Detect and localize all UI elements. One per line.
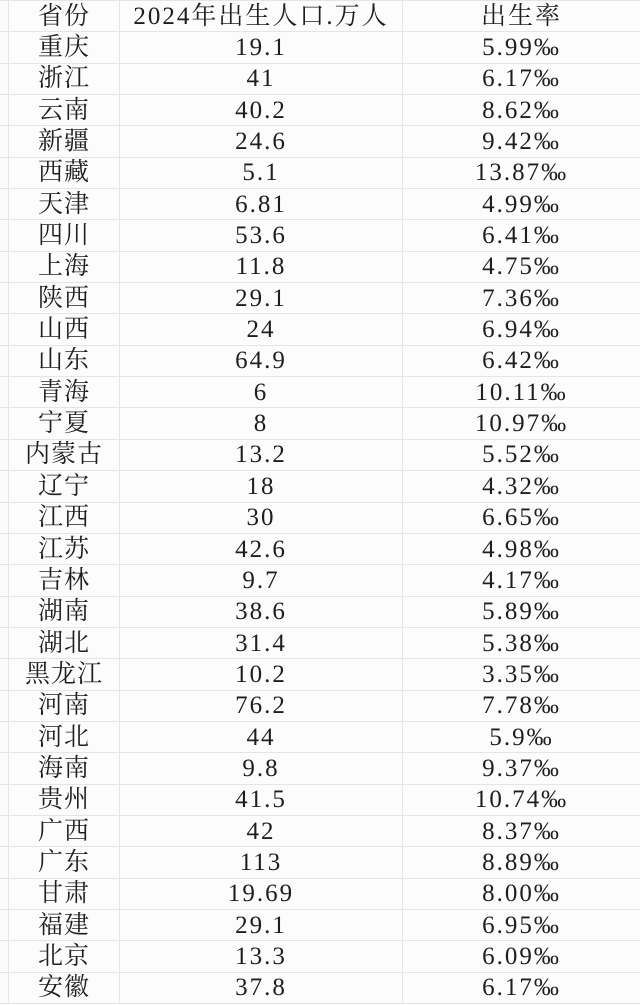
cell-province[interactable]: 福建 <box>9 910 120 941</box>
table-row <box>0 220 640 251</box>
cell-rate[interactable]: 9.37‰ <box>403 753 640 784</box>
row-edge-cell[interactable] <box>0 973 9 1004</box>
cell-rate[interactable]: 5.52‰ <box>403 440 640 471</box>
table-row <box>0 534 640 565</box>
cell-rate[interactable]: 7.36‰ <box>403 283 640 314</box>
table-row <box>0 408 640 439</box>
cell-province[interactable]: 甘肃 <box>9 879 120 910</box>
row-edge-cell[interactable] <box>0 534 9 565</box>
cell-population[interactable]: 24.6 <box>120 126 403 157</box>
table-body <box>0 32 640 1004</box>
cell-population[interactable]: 19.1 <box>120 32 403 63</box>
cell-population[interactable]: 18 <box>120 471 403 502</box>
cell-rate[interactable]: 4.99‰ <box>403 189 640 220</box>
row-edge-cell[interactable] <box>0 565 9 596</box>
cell-rate[interactable]: 3.35‰ <box>403 659 640 690</box>
cell-population[interactable]: 76.2 <box>120 691 403 722</box>
cell-province[interactable]: 上海 <box>9 252 120 283</box>
cell-rate[interactable]: 5.9‰ <box>403 722 640 753</box>
row-edge-cell[interactable] <box>0 785 9 816</box>
cell-province[interactable]: 山东 <box>9 346 120 377</box>
cell-population[interactable]: 31.4 <box>120 628 403 659</box>
header-rate[interactable]: 出生率 <box>403 1 640 32</box>
row-edge-cell[interactable] <box>0 346 9 377</box>
cell-rate[interactable]: 9.42‰ <box>403 126 640 157</box>
cell-province[interactable]: 内蒙古 <box>9 440 120 471</box>
cell-population[interactable]: 30 <box>120 503 403 534</box>
table-row <box>0 189 640 220</box>
table-row <box>0 64 640 95</box>
cell-rate[interactable]: 4.98‰ <box>403 534 640 565</box>
cell-rate[interactable]: 10.11‰ <box>403 377 640 408</box>
row-edge-cell[interactable] <box>0 126 9 157</box>
table-row <box>0 628 640 659</box>
cell-province[interactable]: 海南 <box>9 753 120 784</box>
row-edge-cell[interactable] <box>0 691 9 722</box>
row-edge-cell[interactable] <box>0 95 9 126</box>
cell-population[interactable]: 19.69 <box>120 879 403 910</box>
row-edge-cell[interactable] <box>0 879 9 910</box>
cell-province[interactable]: 黑龙江 <box>9 659 120 690</box>
table-row <box>0 816 640 847</box>
cell-province[interactable]: 西藏 <box>9 158 120 189</box>
table-row <box>0 941 640 972</box>
cell-rate[interactable]: 4.32‰ <box>403 471 640 502</box>
cell-province[interactable]: 河北 <box>9 722 120 753</box>
row-edge-cell[interactable] <box>0 283 9 314</box>
cell-rate[interactable]: 6.17‰ <box>403 64 640 95</box>
row-edge-cell[interactable] <box>0 816 9 847</box>
row-edge-cell <box>0 1 9 32</box>
cell-province[interactable]: 山西 <box>9 314 120 345</box>
cell-population[interactable]: 64.9 <box>120 346 403 377</box>
cell-province[interactable]: 安徽 <box>9 973 120 1004</box>
cell-rate[interactable]: 4.75‰ <box>403 252 640 283</box>
table-row <box>0 973 640 1004</box>
table-row <box>0 879 640 910</box>
cell-province[interactable]: 北京 <box>9 941 120 972</box>
header-row <box>0 1 640 32</box>
table-row <box>0 597 640 628</box>
cell-province[interactable]: 江西 <box>9 503 120 534</box>
row-edge-cell[interactable] <box>0 314 9 345</box>
cell-province[interactable]: 新疆 <box>9 126 120 157</box>
row-edge-cell[interactable] <box>0 32 9 63</box>
cell-rate[interactable]: 7.78‰ <box>403 691 640 722</box>
table-row <box>0 691 640 722</box>
cell-rate[interactable]: 10.74‰ <box>403 785 640 816</box>
cell-population[interactable]: 40.2 <box>120 95 403 126</box>
table-row <box>0 95 640 126</box>
cell-province[interactable]: 吉林 <box>9 565 120 596</box>
cell-population[interactable]: 11.8 <box>120 252 403 283</box>
row-edge-cell[interactable] <box>0 471 9 502</box>
cell-province[interactable]: 陕西 <box>9 283 120 314</box>
table-row <box>0 158 640 189</box>
cell-rate[interactable]: 6.09‰ <box>403 941 640 972</box>
row-edge-cell[interactable] <box>0 64 9 95</box>
cell-province[interactable]: 贵州 <box>9 785 120 816</box>
table-row <box>0 32 640 63</box>
cell-population[interactable]: 42.6 <box>120 534 403 565</box>
cell-population[interactable]: 41.5 <box>120 785 403 816</box>
row-edge-cell[interactable] <box>0 158 9 189</box>
row-edge-cell[interactable] <box>0 941 9 972</box>
table-row <box>0 252 640 283</box>
cell-rate[interactable]: 6.95‰ <box>403 910 640 941</box>
cell-population[interactable]: 24 <box>120 314 403 345</box>
cell-rate[interactable]: 4.17‰ <box>403 565 640 596</box>
table-row <box>0 377 640 408</box>
cell-population[interactable]: 9.7 <box>120 565 403 596</box>
cell-province[interactable]: 浙江 <box>9 64 120 95</box>
row-edge-cell[interactable] <box>0 847 9 878</box>
cell-population[interactable]: 6 <box>120 377 403 408</box>
cell-province[interactable]: 天津 <box>9 189 120 220</box>
cell-province[interactable]: 辽宁 <box>9 471 120 502</box>
cell-province[interactable]: 广西 <box>9 816 120 847</box>
table-row <box>0 910 640 941</box>
cell-province[interactable]: 广东 <box>9 847 120 878</box>
cell-province[interactable]: 湖北 <box>9 628 120 659</box>
cell-rate[interactable]: 6.17‰ <box>403 973 640 1004</box>
cell-province[interactable]: 青海 <box>9 377 120 408</box>
table-row <box>0 440 640 471</box>
row-edge-cell[interactable] <box>0 440 9 471</box>
cell-province[interactable]: 重庆 <box>9 32 120 63</box>
cell-rate[interactable]: 10.97‰ <box>403 408 640 439</box>
table-row <box>0 753 640 784</box>
table-row <box>0 565 640 596</box>
cell-population[interactable]: 8 <box>120 408 403 439</box>
cell-rate[interactable]: 8.37‰ <box>403 816 640 847</box>
table-row <box>0 785 640 816</box>
row-edge-cell[interactable] <box>0 753 9 784</box>
table-row <box>0 471 640 502</box>
cell-rate[interactable]: 6.94‰ <box>403 314 640 345</box>
row-edge-cell[interactable] <box>0 220 9 251</box>
row-edge-cell[interactable] <box>0 408 9 439</box>
cell-population[interactable]: 29.1 <box>120 910 403 941</box>
cell-rate[interactable]: 8.89‰ <box>403 847 640 878</box>
row-edge-cell[interactable] <box>0 252 9 283</box>
cell-population[interactable]: 13.3 <box>120 941 403 972</box>
cell-population[interactable]: 37.8 <box>120 973 403 1004</box>
cell-rate[interactable]: 8.00‰ <box>403 879 640 910</box>
cell-rate[interactable]: 5.38‰ <box>403 628 640 659</box>
header-population[interactable]: 2024年出生人口.万人 <box>120 1 403 32</box>
table-row <box>0 503 640 534</box>
cell-rate[interactable]: 8.62‰ <box>403 95 640 126</box>
cell-province[interactable]: 四川 <box>9 220 120 251</box>
cell-population[interactable]: 44 <box>120 722 403 753</box>
cell-province[interactable]: 河南 <box>9 691 120 722</box>
cell-population[interactable]: 53.6 <box>120 220 403 251</box>
cell-rate[interactable]: 6.41‰ <box>403 220 640 251</box>
table-row <box>0 659 640 690</box>
row-edge-cell[interactable] <box>0 659 9 690</box>
cell-population[interactable]: 42 <box>120 816 403 847</box>
cell-population[interactable]: 9.8 <box>120 753 403 784</box>
cell-population[interactable]: 41 <box>120 64 403 95</box>
cell-population[interactable]: 29.1 <box>120 283 403 314</box>
row-edge-cell[interactable] <box>0 910 9 941</box>
cell-province[interactable]: 宁夏 <box>9 408 120 439</box>
table-row <box>0 314 640 345</box>
row-edge-cell[interactable] <box>0 189 9 220</box>
cell-population[interactable]: 5.1 <box>120 158 403 189</box>
table-row <box>0 346 640 377</box>
cell-population[interactable]: 6.81 <box>120 189 403 220</box>
cell-population[interactable]: 113 <box>120 847 403 878</box>
cell-rate[interactable]: 5.89‰ <box>403 597 640 628</box>
row-edge-cell[interactable] <box>0 377 9 408</box>
cell-rate[interactable]: 5.99‰ <box>403 32 640 63</box>
row-edge-cell[interactable] <box>0 597 9 628</box>
table-row <box>0 283 640 314</box>
cell-population[interactable]: 13.2 <box>120 440 403 471</box>
table-row <box>0 722 640 753</box>
cell-rate[interactable]: 6.65‰ <box>403 503 640 534</box>
cell-province[interactable]: 江苏 <box>9 534 120 565</box>
cell-population[interactable]: 38.6 <box>120 597 403 628</box>
table-row <box>0 847 640 878</box>
cell-population[interactable]: 10.2 <box>120 659 403 690</box>
table-row <box>0 126 640 157</box>
row-edge-cell[interactable] <box>0 628 9 659</box>
cell-province[interactable]: 云南 <box>9 95 120 126</box>
cell-rate[interactable]: 6.42‰ <box>403 346 640 377</box>
row-edge-cell[interactable] <box>0 503 9 534</box>
cell-rate[interactable]: 13.87‰ <box>403 158 640 189</box>
header-province[interactable]: 省份 <box>9 1 120 32</box>
cell-province[interactable]: 湖南 <box>9 597 120 628</box>
row-edge-cell[interactable] <box>0 722 9 753</box>
